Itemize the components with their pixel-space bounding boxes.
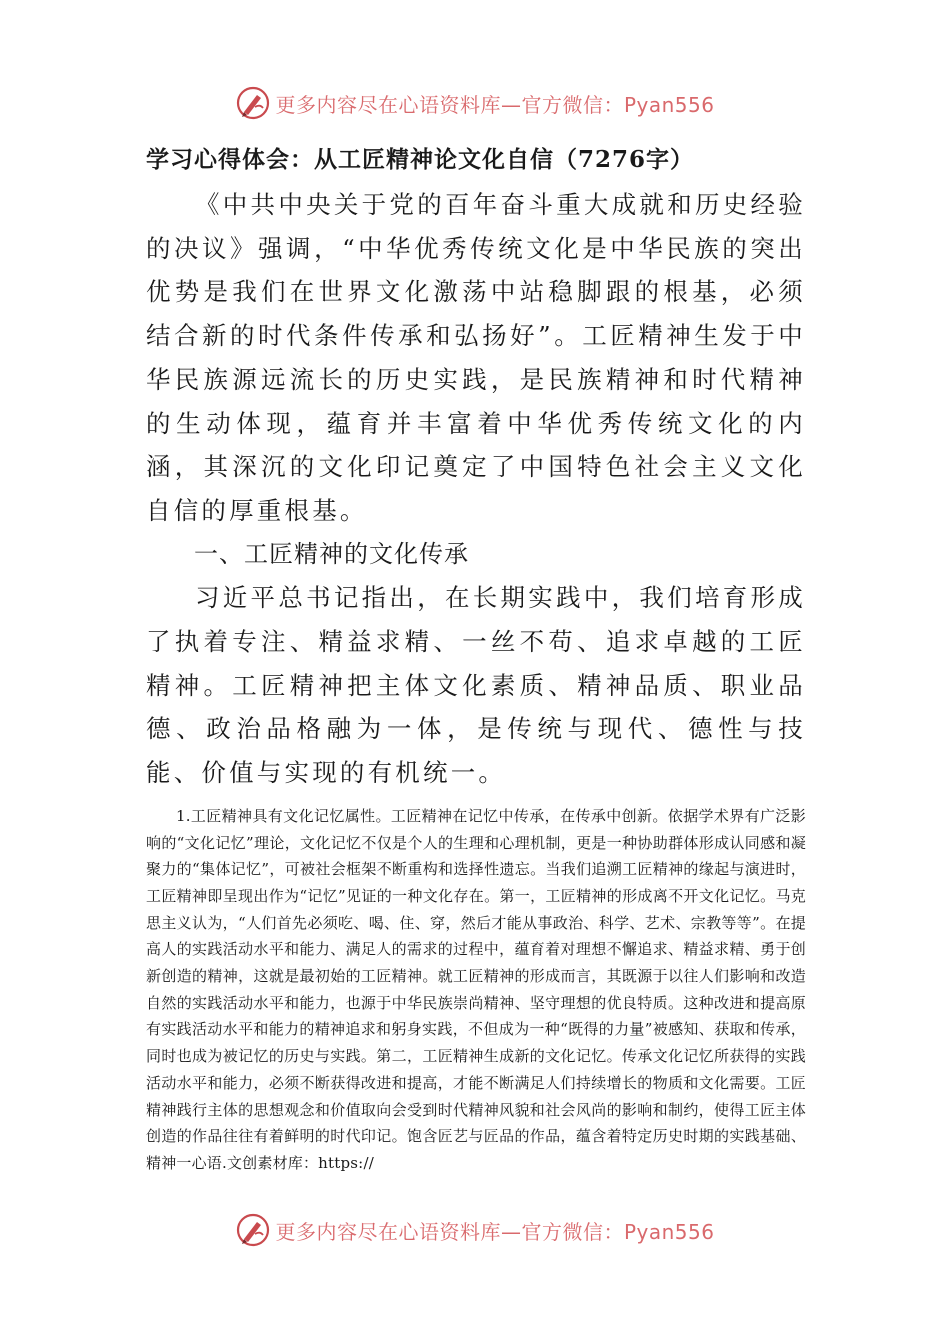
header-banner xyxy=(0,78,950,128)
banner-text: 更多内容尽在心语资料库—官方微信：Pyan556 xyxy=(275,1219,715,1244)
document-body xyxy=(146,140,806,1177)
footer-banner xyxy=(0,1205,950,1255)
document-title: 学习心得体会：从工匠精神论文化自信（7276字） xyxy=(146,146,695,173)
banner-text: 更多内容尽在心语资料库—官方微信：Pyan556 xyxy=(275,92,715,117)
subsection-1-paragraph: 1.工匠精神具有文化记忆属性。工匠精神在记忆中传承，在传承中创新。依据学术界有广泛影响的“文化记忆”理论，文化记忆不仅是个人的生理和心理机制，更是一种协助群体形成认同感和凝聚力的“集体记忆”，可被社会框架不断重构和选择性遗忘。当我们追溯工匠精神的缘起与演进时，工匠精神即呈现出作为“记忆”见证的一种文化存在。第一，工匠精神的形成离不开文化记忆。马克思主义认为，“人们首先必须吃、喝、住、穿，然后才能从事政治、科学、艺术、宗教等等”。在提高人的实践活动水平和能力、满足人的需求的过程中，蕴育着对理想不懈追求、精益求精、勇于创新创造的精神，这就是最初始的工匠精神。就工匠精神的形成而言，其既源于以往人们影响和改造自然的实践活动水平和能力，也源于中华民族崇尚精神、坚守理想的优良特质。这种改进和提高原有实践活动水平和能力的精神追求和躬身实践，不但成为一种“既得的力量”被感知、获取和传承，同时也成为被记忆的历史与实践。第二，工匠精神生成新的文化记忆。传承文化记忆所获得的实践活动水平和能力，必须不断获得改进和提高，才能不断满足人们持续增长的物质和文化需要。工匠精神践行主体的思想观念和价值取向会受到时代精神风貌和社会风尚的影响和制约，使得工匠主体创造的作品往往有着鲜明的时代印记。饱含匠艺与匠品的作品，蕴含着特定历史时期的实践基础、精神一心语.文创素材库：https:// xyxy=(146,806,806,1172)
section-1-paragraph: 习近平总书记指出，在长期实践中，我们培育形成了执着专注、精益求精、一丝不苟、追求卓越的工匠精神。工匠精神把主体文化素质、精神品质、职业品德、政治品格融为一体，是传统与现代、德性与技能、价值与实现的有机统一。 xyxy=(146,583,806,788)
pen-logo-icon xyxy=(235,85,271,121)
intro-paragraph: 《中共中央关于党的百年奋斗重大成就和历史经验的决议》强调，“中华优秀传统文化是中华民族的突出优势是我们在世界文化激荡中站稳脚跟的根基，必须结合新的时代条件传承和弘扬好”。工匠精神生发于中华民族源远流长的历史实践，是民族精神和时代精神的生动体现，蕴育并丰富着中华优秀传统文化的内涵，其深沉的文化印记奠定了中国特色社会主义文化自信的厚重根基。 xyxy=(146,190,806,525)
section-heading-1: 一、工匠精神的文化传承 xyxy=(194,539,469,568)
pen-logo-icon xyxy=(235,1212,271,1248)
